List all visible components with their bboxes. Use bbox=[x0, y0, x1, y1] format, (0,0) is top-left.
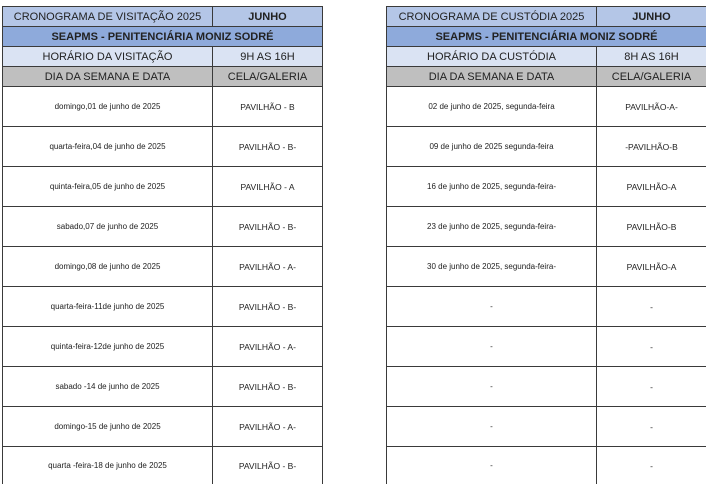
custody-row-date: - bbox=[387, 407, 597, 447]
table-row bbox=[387, 167, 706, 207]
table-row bbox=[3, 327, 323, 367]
visitation-row-cell: PAVILHÃO - A- bbox=[213, 247, 323, 287]
custody-hours-label: HORÁRIO DA CUSTÓDIA bbox=[387, 47, 597, 67]
visitation-hours-row bbox=[3, 47, 323, 67]
visitation-row-cell: PAVILHÃO - B- bbox=[213, 207, 323, 247]
custody-month: JUNHO bbox=[597, 7, 706, 27]
custody-col-date-header: DIA DA SEMANA E DATA bbox=[387, 67, 597, 87]
custody-row-cell: PAVILHÃO-A bbox=[597, 167, 706, 207]
custody-row-date: 16 de junho de 2025, segunda-feira- bbox=[387, 167, 597, 207]
custody-row-date: - bbox=[387, 287, 597, 327]
custody-row-cell: -PAVILHÃO-B bbox=[597, 127, 706, 167]
table-row bbox=[3, 207, 323, 247]
custody-hours-row bbox=[387, 47, 706, 67]
custody-title-row bbox=[387, 7, 706, 27]
visitation-month: JUNHO bbox=[213, 7, 323, 27]
custody-organization: SEAPMS - PENITENCIÁRIA MONIZ SODRÉ bbox=[387, 27, 706, 47]
visitation-row-cell: PAVILHÃO - A bbox=[213, 167, 323, 207]
table-row bbox=[3, 407, 323, 447]
visitation-organization-row bbox=[3, 27, 323, 47]
visitation-row-cell: PAVILHÃO - B- bbox=[213, 287, 323, 327]
custody-row-date: 30 de junho de 2025, segunda-feira- bbox=[387, 247, 597, 287]
visitation-title-row bbox=[3, 7, 323, 27]
visitation-column-header-row bbox=[3, 67, 323, 87]
custody-row-cell: - bbox=[597, 327, 706, 367]
custody-row-date: - bbox=[387, 447, 597, 485]
visitation-row-date: quarta-feira,04 de junho de 2025 bbox=[3, 127, 213, 167]
visitation-row-cell: PAVILHÃO - B bbox=[213, 87, 323, 127]
visitation-row-date: quarta-feira-11de junho de 2025 bbox=[3, 287, 213, 327]
table-row bbox=[3, 367, 323, 407]
visitation-row-cell: PAVILHÃO - A- bbox=[213, 407, 323, 447]
visitation-row-date: sabado,07 de junho de 2025 bbox=[3, 207, 213, 247]
custody-row-cell: PAVILHÃO-A bbox=[597, 247, 706, 287]
custody-row-cell: - bbox=[597, 367, 706, 407]
visitation-row-date: sabado -14 de junho de 2025 bbox=[3, 367, 213, 407]
visitation-table-body bbox=[3, 7, 323, 485]
table-row bbox=[3, 87, 323, 127]
custody-row-date: - bbox=[387, 327, 597, 367]
table-row bbox=[387, 127, 706, 167]
visitation-title: CRONOGRAMA DE VISITAÇÃO 2025 bbox=[3, 7, 213, 27]
custody-row-cell: - bbox=[597, 447, 706, 485]
custody-row-date: 02 de junho de 2025, segunda-feira bbox=[387, 87, 597, 127]
custody-row-cell: PAVILHÃO-B bbox=[597, 207, 706, 247]
visitation-row-cell: PAVILHÃO - A- bbox=[213, 327, 323, 367]
visitation-row-cell: PAVILHÃO - B- bbox=[213, 127, 323, 167]
custody-schedule-table bbox=[386, 6, 706, 484]
custody-organization-row bbox=[387, 27, 706, 47]
table-row bbox=[387, 367, 706, 407]
table-row bbox=[387, 247, 706, 287]
table-row bbox=[387, 407, 706, 447]
custody-row-date: - bbox=[387, 367, 597, 407]
custody-row-cell: - bbox=[597, 287, 706, 327]
table-row bbox=[387, 327, 706, 367]
table-row bbox=[3, 127, 323, 167]
custody-row-cell: PAVILHÃO-A- bbox=[597, 87, 706, 127]
table-row bbox=[3, 447, 323, 485]
visitation-row-date: quinta-feira-12de junho de 2025 bbox=[3, 327, 213, 367]
custody-row-cell: - bbox=[597, 407, 706, 447]
table-row bbox=[3, 287, 323, 327]
table-row bbox=[3, 167, 323, 207]
custody-table-body bbox=[387, 7, 706, 485]
visitation-row-cell: PAVILHÃO - B- bbox=[213, 447, 323, 485]
visitation-schedule-table bbox=[2, 6, 323, 484]
visitation-row-date: domingo,01 de junho de 2025 bbox=[3, 87, 213, 127]
table-row bbox=[387, 447, 706, 485]
visitation-row-date: quinta-feira,05 de junho de 2025 bbox=[3, 167, 213, 207]
custody-column-header-row bbox=[387, 67, 706, 87]
custody-title: CRONOGRAMA DE CUSTÓDIA 2025 bbox=[387, 7, 597, 27]
visitation-hours-value: 9H AS 16H bbox=[213, 47, 323, 67]
visitation-col-date-header: DIA DA SEMANA E DATA bbox=[3, 67, 213, 87]
custody-col-cell-header: CELA/GALERIA bbox=[597, 67, 706, 87]
table-row bbox=[387, 287, 706, 327]
visitation-hours-label: HORÁRIO DA VISITAÇÃO bbox=[3, 47, 213, 67]
visitation-row-date: quarta -feira-18 de junho de 2025 bbox=[3, 447, 213, 485]
visitation-col-cell-header: CELA/GALERIA bbox=[213, 67, 323, 87]
table-row bbox=[387, 207, 706, 247]
custody-row-date: 09 de junho de 2025 segunda-feira bbox=[387, 127, 597, 167]
table-row bbox=[3, 247, 323, 287]
visitation-organization: SEAPMS - PENITENCIÁRIA MONIZ SODRÉ bbox=[3, 27, 323, 47]
custody-row-date: 23 de junho de 2025, segunda-feira- bbox=[387, 207, 597, 247]
table-row bbox=[387, 87, 706, 127]
visitation-row-date: domingo-15 de junho de 2025 bbox=[3, 407, 213, 447]
visitation-row-cell: PAVILHÃO - B- bbox=[213, 367, 323, 407]
visitation-row-date: domingo,08 de junho de 2025 bbox=[3, 247, 213, 287]
custody-hours-value: 8H AS 16H bbox=[597, 47, 706, 67]
